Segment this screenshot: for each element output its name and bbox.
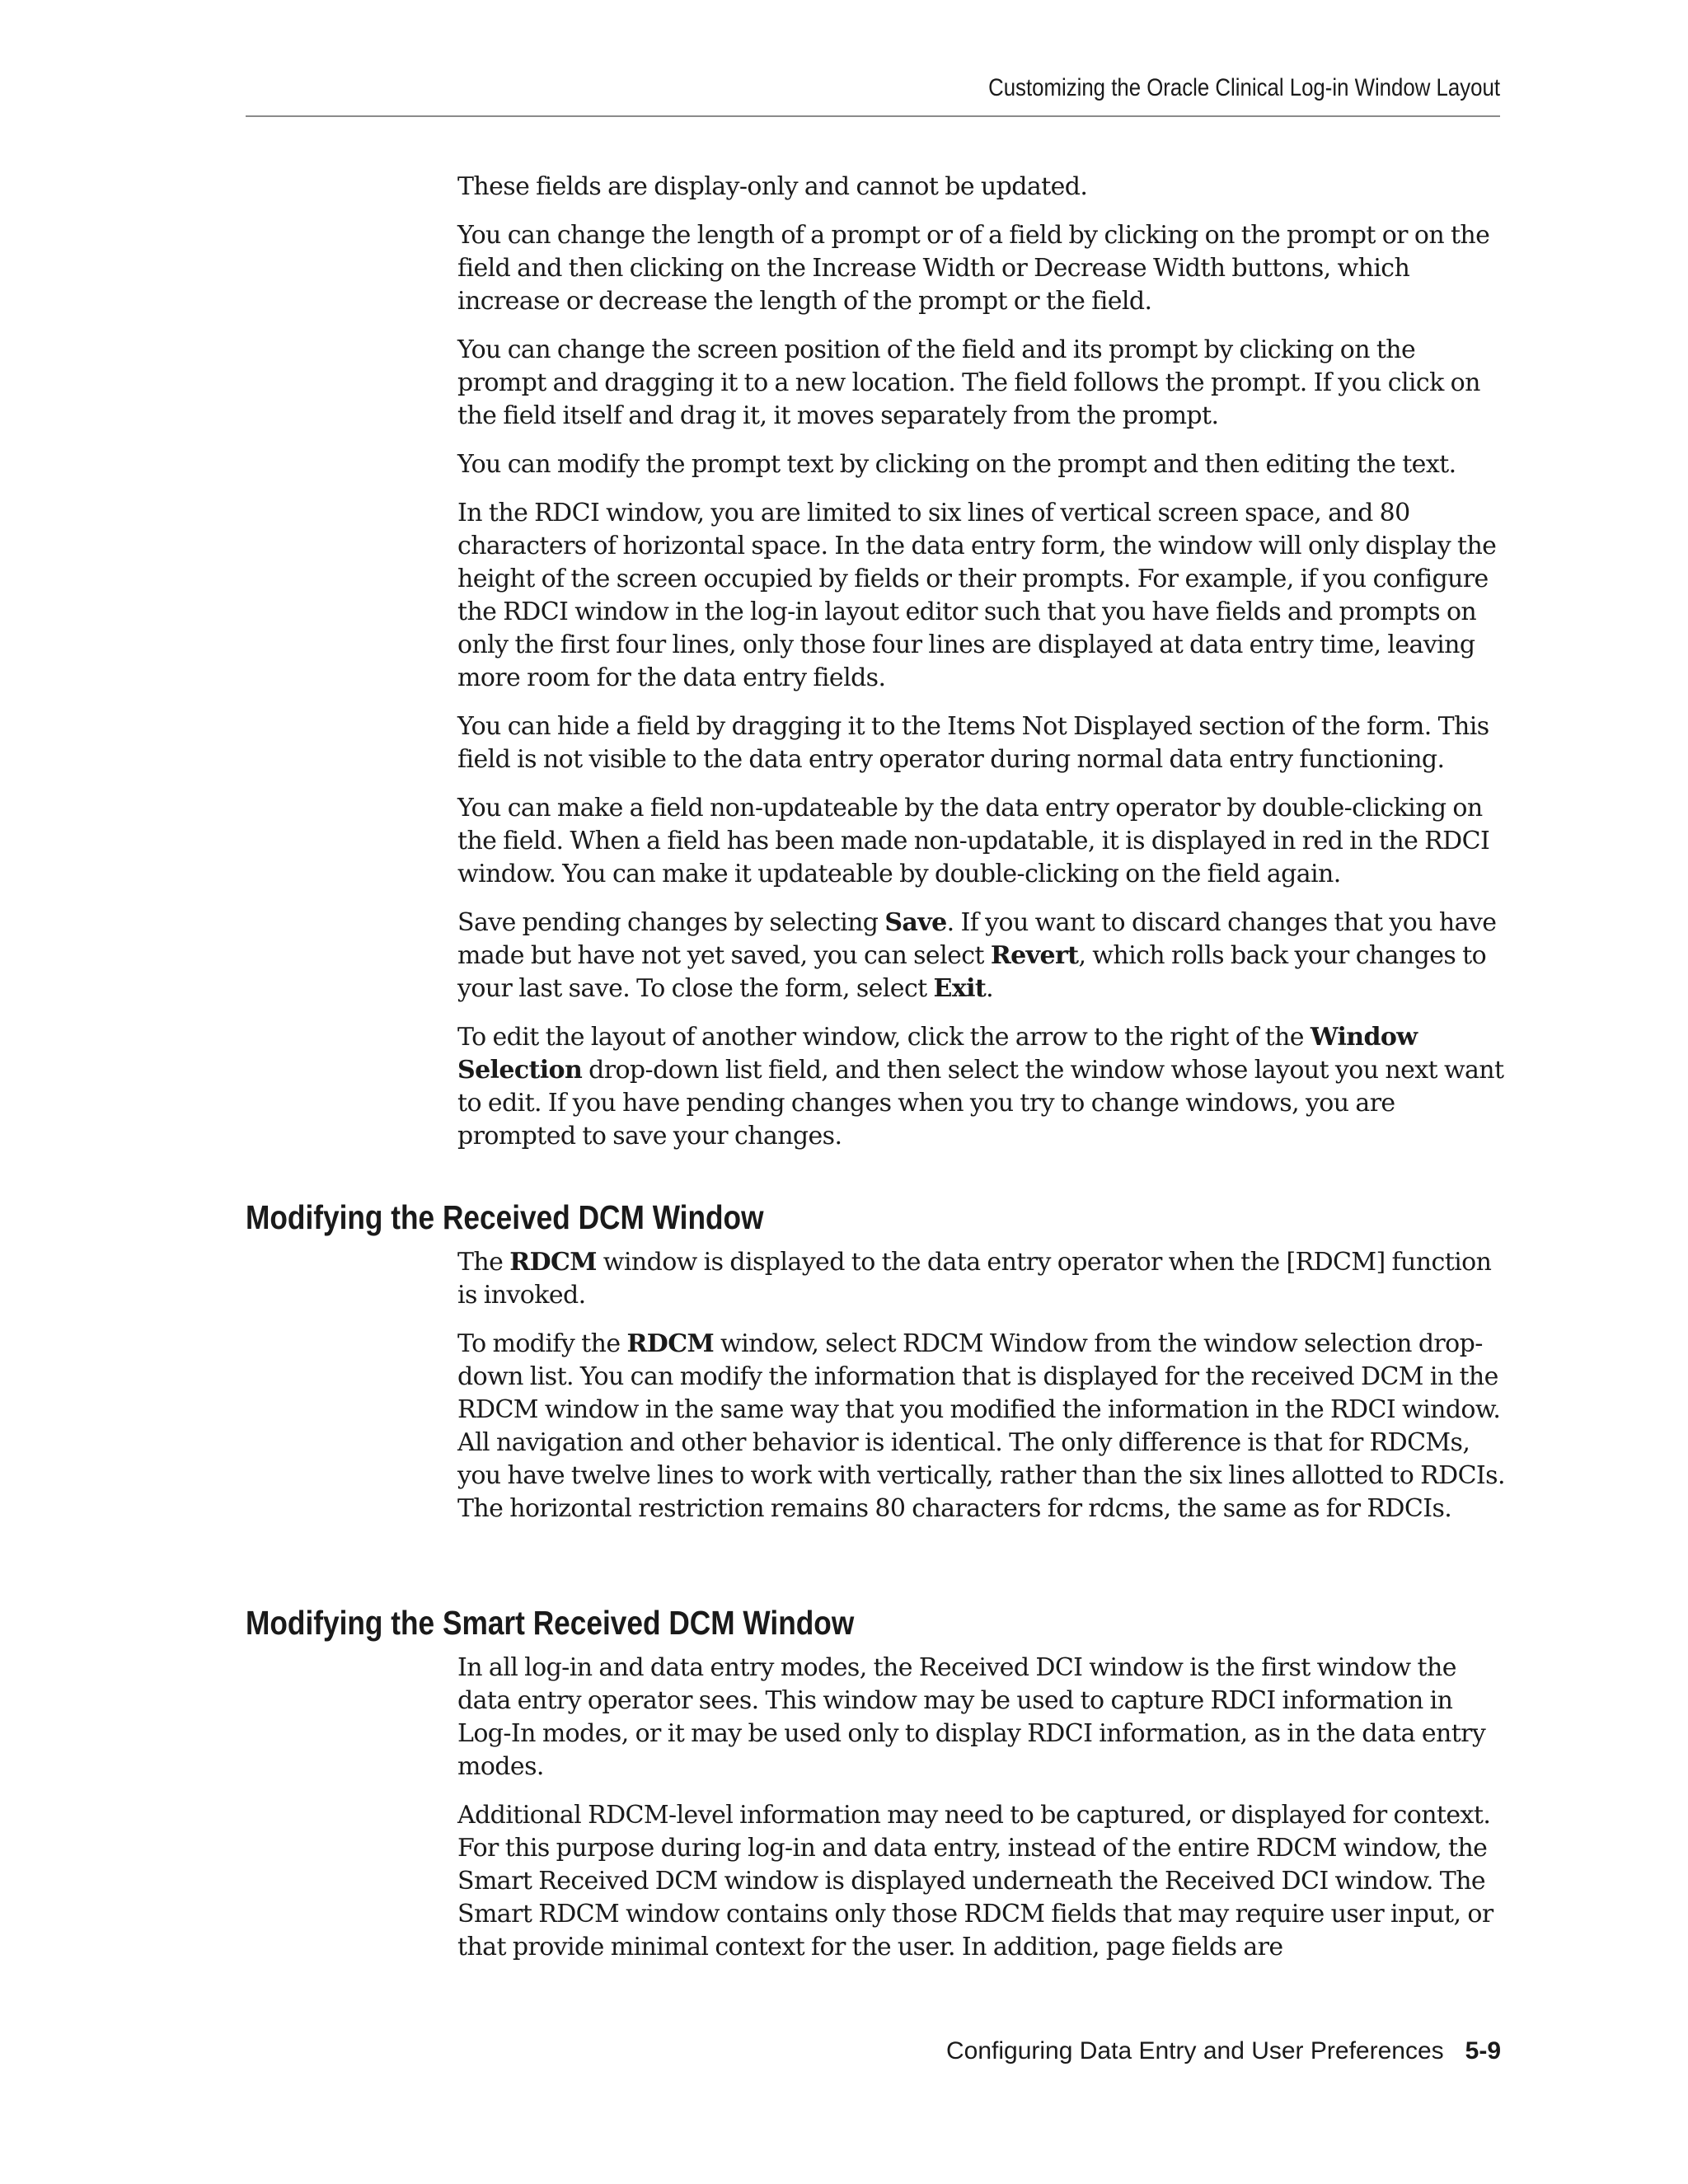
bold-term-save: Save [884,908,947,937]
paragraph: Additional RDCM-level information may need to be captured, or displayed for context. For this purpose during log-in and data entry, instead of the entire RDCM window, the Smart Received DCM window is displayed underneath the Received DCI window. The Smart RDCM window contains only those RDCM fields that may require user input, or that provide minimal context for the user. In addition, page fields are [457,1801,1493,1961]
text-run: Save pending changes by selecting [457,908,885,937]
paragraph: These fields are display-only and cannot be updated. [457,172,1088,201]
page-footer [946,2037,1501,2065]
bold-term-rdcm: RDCM [509,1248,597,1277]
section-heading-received-dcm: Modifying the Received DCM Window [246,1198,764,1236]
paragraph: You can modify the prompt text by clicking on the prompt and then editing the text. [457,450,1456,479]
text-run: , which rolls back your changes to your last save. To close the form, select [457,941,1487,1003]
paragraph [457,1328,1506,1526]
text-run: window, select RDCM Window from the window selection drop-down list. You can modify the information that is displayed for the received DCM in the RDCM window in the same way that you modified the information in the RDCI window. All navigation and other behavior is identical. The only difference is that for RDCMs, you have twelve lines to work with vertically, rather than the six lines allotted to RDCIs. The horizontal restriction remains 80 characters for rdcms, the same as for RDCIs. [457,1329,1505,1523]
paragraph: In all log-in and data entry modes, the Received DCI window is the first window the data entry operator sees. This window may be used to capture RDCI information in Log-In modes, or it may be used only to display RDCI information, as in the data entry modes. [457,1653,1486,1781]
text-run: To modify the [457,1329,627,1358]
paragraph [457,907,1506,1005]
text-run: To edit the layout of another window, click the arrow to the right of the [457,1023,1311,1052]
section1-block [457,1246,1506,1541]
paragraph: You can change the screen position of the field and its prompt by clicking on the prompt and dragging it to a new location. The field follows the prompt. If you click on the field itself and drag it, it moves separately from the prompt. [457,335,1480,430]
text-run: drop-down list field, and then select the window whose layout you next want to edit. If you have pending changes when you try to change windows, you are prompted to save your changes. [457,1056,1504,1151]
paragraph [457,1246,1506,1312]
footer-chapter-title: Configuring Data Entry and User Preferences [946,2037,1444,2064]
paragraph [457,1021,1506,1153]
text-run: The [457,1248,510,1277]
bold-term-window-selection: Window Selection [457,1023,1418,1085]
running-header-title: Customizing the Oracle Clinical Log-in Window Layout [988,74,1500,101]
text-run: . If you want to discard changes that you have made but have not yet saved, you can select [457,908,1497,970]
bold-term-rdcm: RDCM [626,1329,715,1358]
paragraph: You can change the length of a prompt or of a field by clicking on the prompt or on the field and then clicking on the Increase Width or Decrease Width buttons, which increase or decrease the length of the prompt or the field. [457,221,1490,316]
bold-term-revert: Revert [990,941,1079,970]
running-header [246,69,1500,117]
bold-term-exit: Exit [933,974,987,1003]
paragraph: You can make a field non-updateable by the data entry operator by double-clicking on the field. When a field has been made non-updatable, it is displayed in red in the RDCI window. You can make it updateable by double-clicking on the field again. [457,794,1490,888]
text-run: . [986,974,994,1003]
page-number: 5-9 [1465,2037,1501,2064]
paragraph: In the RDCI window, you are limited to six lines of vertical screen space, and 80 characters of horizontal space. In the data entry form, the window will only display the height of the screen occupied by fields or their prompts. For example, if you configure the RDCI window in the log-in layout editor such that you have fields and prompts on only the first four lines, only those four lines are displayed at data entry time, leaving more room for the data entry fields. [457,499,1497,692]
paragraph: You can hide a field by dragging it to the Items Not Displayed section of the form. This field is not visible to the data entry operator during normal data entry functioning. [457,712,1489,774]
intro-block [457,171,1506,1169]
section2-block [457,1652,1506,1980]
text-run: window is displayed to the data entry operator when the [RDCM] function is invoked. [457,1248,1492,1310]
section-heading-smart-received-dcm: Modifying the Smart Received DCM Window [246,1604,855,1642]
